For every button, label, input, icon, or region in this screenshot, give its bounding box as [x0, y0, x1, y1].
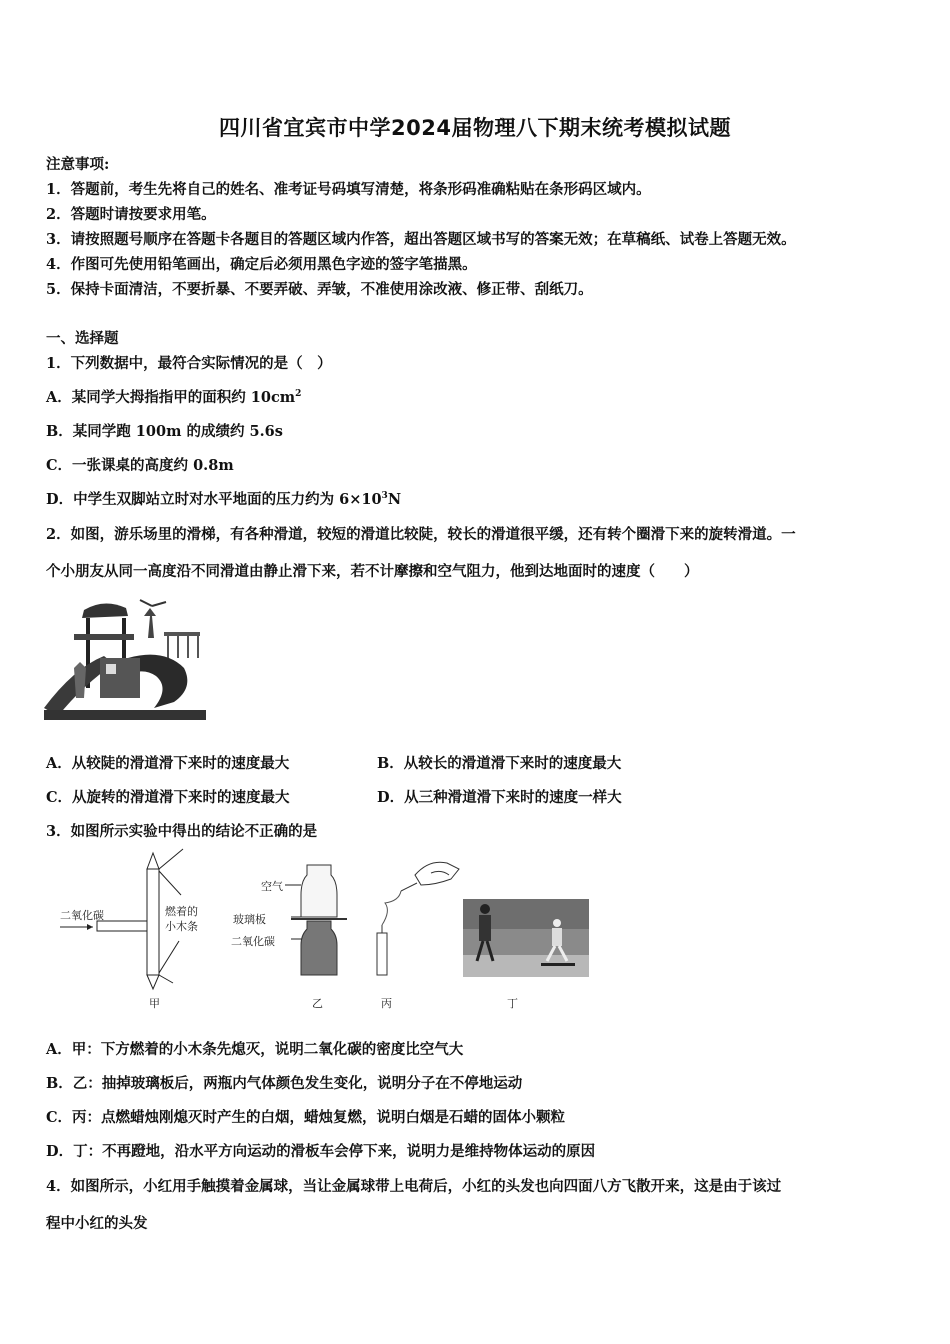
q3-experiment-figure: [55, 845, 600, 1015]
q1-option-a: A．某同学大拇指指甲的面积约 $10cm^2$: [46, 389, 302, 406]
label-burning-stick-2: 小木条: [165, 920, 198, 933]
notice-item: 5．保持卡面清洁，不要折暴、不要弄破、弄皱，不准使用涂改液、修正带、刮纸刀。: [46, 281, 593, 298]
section-heading: 一、选择题: [46, 330, 119, 347]
label-co2-inlet: 二氧化碳: [60, 909, 104, 922]
q1-option-b: B．某同学跑 100m 的成绩约 5.6s: [46, 423, 283, 440]
notice-item: 1．答题前，考生先将自己的姓名、准考证号码填写清楚，将条形码准确粘贴在条形码区域内。: [46, 181, 651, 198]
q3-option-d: D．丁：不再蹬地，沿水平方向运动的滑板车会停下来，说明力是维持物体运动的原因: [46, 1143, 596, 1160]
q4-stem-line1: 4．如图所示，小红用手触摸着金属球，当让金属球带上电荷后，小红的头发也向四面八方飞散开来，这是由于该过: [46, 1178, 782, 1195]
notice-item: 3．请按照题号顺序在答题卡各题目的答题区域内作答，超出答题区域书写的答案无效；在草稿纸、试卷上答题无效。: [46, 231, 796, 248]
label-burning-stick-1: 燃着的: [165, 905, 198, 918]
notice-heading: 注意事项:: [46, 156, 110, 173]
label-ding: 丁: [507, 997, 518, 1010]
q4-stem-line2: 程中小红的头发: [46, 1215, 148, 1232]
label-yi: 乙: [312, 997, 323, 1010]
label-glass-plate: 玻璃板: [233, 913, 266, 926]
q3-option-c: C．丙：点燃蜡烛刚熄灭时产生的白烟，蜡烛复燃，说明白烟是石蜡的固体小颗粒: [46, 1109, 566, 1126]
q2-option-c: C．从旋转的滑道滑下来时的速度最大: [46, 789, 290, 806]
q2-stem-line1: 2．如图，游乐场里的滑梯，有各种滑道，较短的滑道比较陡，较长的滑道很平缓，还有转个圈滑下来的旋转滑道。一: [46, 526, 796, 543]
label-air: 空气: [261, 880, 283, 893]
page-title: 四川省宜宾市中学2024届物理八下期末统考模拟试题: [219, 116, 731, 140]
q3-option-b: B．乙：抽掉玻璃板后，两瓶内气体颜色发生变化，说明分子在不停地运动: [46, 1075, 523, 1092]
q1-stem: 1．下列数据中，最符合实际情况的是（ ）: [46, 355, 332, 372]
experiment-drawings: [55, 845, 600, 1015]
notice-item: 4．作图可先使用铅笔画出，确定后必须用黑色字迹的签字笔描黑。: [46, 256, 477, 273]
notice-item: 2．答题时请按要求用笔。: [46, 206, 216, 223]
q2-option-a: A．从较陡的滑道滑下来时的速度最大: [46, 755, 290, 772]
label-jia: 甲: [149, 997, 160, 1010]
label-bing: 丙: [381, 997, 392, 1010]
q2-option-d: D．从三种滑道滑下来时的速度一样大: [377, 789, 622, 806]
q3-stem: 3．如图所示实验中得出的结论不正确的是: [46, 823, 318, 840]
label-co2-bottle: 二氧化碳: [231, 935, 275, 948]
q3-option-a: A．甲：下方燃着的小木条先熄灭，说明二氧化碳的密度比空气大: [46, 1041, 464, 1058]
q2-option-b: B．从较长的滑道滑下来时的速度最大: [377, 755, 622, 772]
q2-stem-line2: 个小朋友从同一高度沿不同滑道由静止滑下来，若不计摩擦和空气阻力，他到达地面时的速度（ ）: [46, 563, 699, 580]
q1-option-d: D．中学生双脚站立时对水平地面的压力约为 $6\times 10^3N$: [46, 491, 402, 508]
q1-option-c: C．一张课桌的高度约 0.8m: [46, 457, 234, 474]
slide-playground-image: [44, 598, 206, 720]
